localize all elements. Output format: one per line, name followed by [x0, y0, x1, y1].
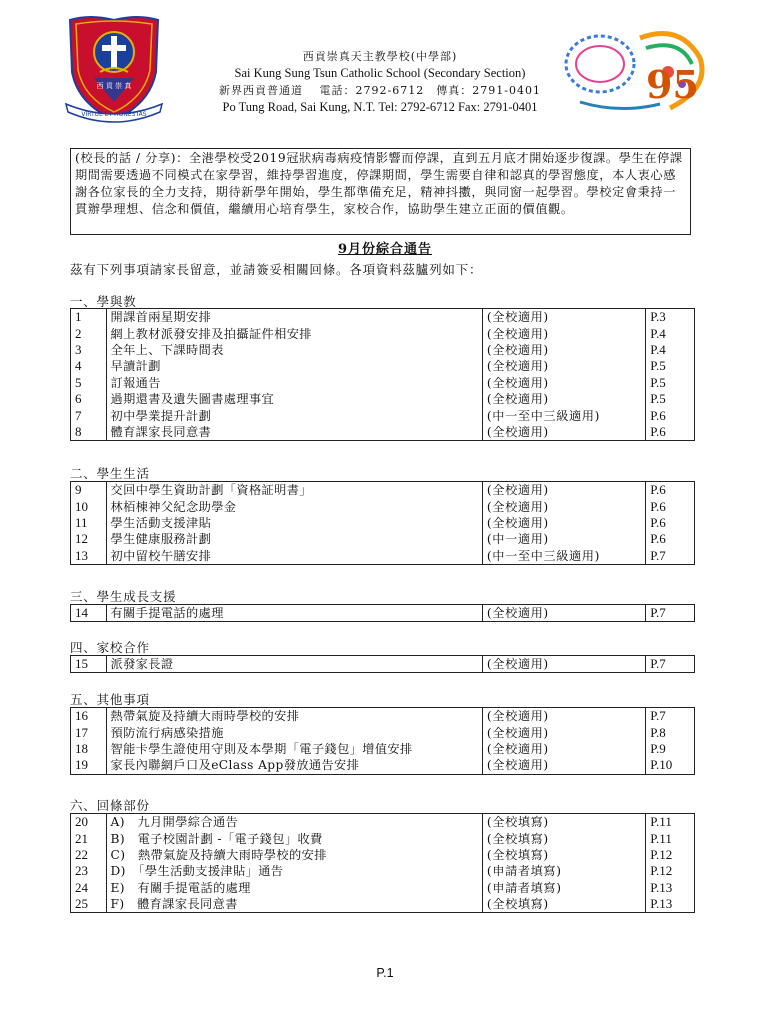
- item-scope: (中一至中三級適用): [482, 548, 645, 565]
- table-row: [71, 741, 695, 757]
- school-info: [180, 48, 580, 116]
- item-page: P.12: [646, 863, 695, 879]
- item-number: 16: [71, 708, 107, 725]
- table-row: [71, 325, 695, 341]
- item-title: 初中留校午膳安排: [106, 548, 482, 565]
- anniversary-logo: [560, 18, 710, 118]
- crest-motto: VIRTUE ET HONESTAS: [81, 111, 147, 118]
- item-page: P.6: [646, 424, 695, 441]
- table-row: [71, 358, 695, 374]
- item-scope: (全校適用): [482, 482, 645, 499]
- item-title: 學生健康服務計劃: [106, 531, 482, 547]
- item-scope: (全校適用): [482, 309, 645, 326]
- item-number: 2: [71, 325, 107, 341]
- table-row: [71, 424, 695, 441]
- item-number: 24: [71, 880, 107, 896]
- table-row: [71, 830, 695, 846]
- item-title: 智能卡學生證使用守則及本學期「電子錢包」增值安排: [106, 741, 482, 757]
- section-table: [70, 604, 695, 622]
- letterhead: [0, 0, 770, 120]
- item-page: P.7: [646, 548, 695, 565]
- table-row: [71, 515, 695, 531]
- item-title: 家長內聯網戶口及eClass App發放通告安排: [106, 757, 482, 774]
- item-page: P.9: [646, 741, 695, 757]
- item-page: P.12: [646, 847, 695, 863]
- item-title: 有關手提電話的處理: [106, 605, 482, 622]
- item-title: 早讀計劃: [106, 358, 482, 374]
- item-title: F) 體育課家長同意書: [106, 896, 482, 913]
- item-number: 23: [71, 863, 107, 879]
- item-page: P.5: [646, 358, 695, 374]
- item-scope: (全校適用): [482, 757, 645, 774]
- item-number: 12: [71, 531, 107, 547]
- item-page: P.4: [646, 342, 695, 358]
- item-page: P.7: [646, 708, 695, 725]
- item-scope: (全校填寫): [482, 830, 645, 846]
- principal-message: (校長的話 / 分享)：全港學校受2019冠狀病毒病疫情影響而停課，直到五月底才開始逐步復課。學生在停課期間需要透過不同模式在家學習，維持學習進度，停課期間，學生需要自律和認真的學習態度，本人衷心感謝各位家長的全力支持，期待新學年開始，學生都準備充足，精神抖擻，與同窗一起學習。學校定會秉持一貫辦學理想、信念和價值，繼續用心培育學生，家校合作，協助學生建立正面的價值觀。: [70, 148, 691, 235]
- item-scope: (全校適用): [482, 358, 645, 374]
- item-title: 學生活動支援津貼: [106, 515, 482, 531]
- item-number: 21: [71, 830, 107, 846]
- item-title: 初中學業提升計劃: [106, 407, 482, 423]
- section-table: [70, 707, 695, 775]
- section-table: [70, 655, 695, 673]
- item-scope: (申請者填寫): [482, 880, 645, 896]
- section-heading: 三、學生成長支援: [70, 589, 177, 604]
- table-row: [71, 847, 695, 863]
- item-title: B) 電子校園計劃 -「電子錢包」收費: [106, 830, 482, 846]
- table-row: [71, 531, 695, 547]
- item-title: 網上教材派發安排及拍攝証件相安排: [106, 325, 482, 341]
- item-number: 17: [71, 724, 107, 740]
- item-scope: (全校適用): [482, 342, 645, 358]
- item-page: P.3: [646, 309, 695, 326]
- item-page: P.11: [646, 814, 695, 831]
- table-row: [71, 482, 695, 499]
- item-scope: (全校適用): [482, 708, 645, 725]
- item-number: 15: [71, 656, 107, 673]
- item-page: P.6: [646, 498, 695, 514]
- item-scope: (中一至中三級適用): [482, 407, 645, 423]
- table-row: [71, 708, 695, 725]
- item-page: P.7: [646, 605, 695, 622]
- item-title: C) 熱帶氣旋及持續大雨時學校的安排: [106, 847, 482, 863]
- item-page: P.4: [646, 325, 695, 341]
- table-row: [71, 880, 695, 896]
- item-page: P.6: [646, 531, 695, 547]
- section-table: [70, 481, 695, 565]
- item-number: 4: [71, 358, 107, 374]
- address-en: Po Tung Road, Sai Kung, N.T. Tel: 2792-6712 Fax: 2791-0401: [222, 100, 538, 114]
- item-page: P.5: [646, 375, 695, 391]
- table-row: [71, 309, 695, 326]
- section-table: [70, 308, 695, 441]
- item-scope: (全校適用): [482, 424, 645, 441]
- item-number: 6: [71, 391, 107, 407]
- school-name-en: Sai Kung Sung Tsun Catholic School (Secondary Section): [234, 66, 526, 80]
- item-page: P.13: [646, 896, 695, 913]
- item-page: P.13: [646, 880, 695, 896]
- section-heading: 四、家校合作: [70, 640, 150, 655]
- table-row: [71, 498, 695, 514]
- item-title: 派發家長證: [106, 656, 482, 673]
- item-title: A) 九月開學綜合通告: [106, 814, 482, 831]
- item-page: P.6: [646, 482, 695, 499]
- table-row: [71, 548, 695, 565]
- item-number: 22: [71, 847, 107, 863]
- table-row: [71, 724, 695, 740]
- school-name-cn: 西貢崇真天主教學校(中學部): [302, 50, 458, 63]
- table-row: [71, 407, 695, 423]
- item-page: P.6: [646, 407, 695, 423]
- item-title: 體育課家長同意書: [106, 424, 482, 441]
- item-page: P.10: [646, 757, 695, 774]
- item-number: 1: [71, 309, 107, 326]
- item-scope: (全校適用): [482, 391, 645, 407]
- item-number: 20: [71, 814, 107, 831]
- item-number: 11: [71, 515, 107, 531]
- section-heading: 二、學生生活: [70, 466, 150, 481]
- address-cn: 新界西貢普通道 電話：2792-6712 傳真：2791-0401: [219, 84, 541, 97]
- item-title: 開課首兩星期安排: [106, 309, 482, 326]
- item-title: 交回中學生資助計劃「資格証明書」: [106, 482, 482, 499]
- item-title: 過期還書及遺失圖書處理事宜: [106, 391, 482, 407]
- section-heading: 五、其他事項: [70, 692, 150, 707]
- section-table: [70, 813, 695, 913]
- item-title: D) 「學生活動支援津貼」通告: [106, 863, 482, 879]
- table-row: [71, 342, 695, 358]
- anniversary-number: 95: [646, 62, 699, 107]
- item-page: P.11: [646, 830, 695, 846]
- table-row: [71, 896, 695, 913]
- item-scope: (全校適用): [482, 741, 645, 757]
- item-number: 9: [71, 482, 107, 499]
- item-scope: (全校適用): [482, 605, 645, 622]
- item-page: P.6: [646, 515, 695, 531]
- item-scope: (中一適用): [482, 531, 645, 547]
- intro-text: 茲有下列事項請家長留意，並請簽妥相關回條。各項資料茲臚列如下：: [70, 262, 483, 277]
- item-number: 13: [71, 548, 107, 565]
- item-number: 5: [71, 375, 107, 391]
- item-scope: (全校適用): [482, 515, 645, 531]
- item-scope: (全校適用): [482, 656, 645, 673]
- section-heading: 一、學與教: [70, 294, 137, 309]
- item-scope: (全校適用): [482, 498, 645, 514]
- item-page: P.8: [646, 724, 695, 740]
- item-title: 訂報通告: [106, 375, 482, 391]
- item-scope: (全校適用): [482, 375, 645, 391]
- table-row: [71, 814, 695, 831]
- item-number: 10: [71, 498, 107, 514]
- item-title: 全年上、下課時間表: [106, 342, 482, 358]
- item-scope: (全校填寫): [482, 896, 645, 913]
- item-title: 熱帶氣旋及持續大雨時學校的安排: [106, 708, 482, 725]
- item-page: P.7: [646, 656, 695, 673]
- table-row: [71, 391, 695, 407]
- table-row: [71, 757, 695, 774]
- item-title: E) 有關手提電話的處理: [106, 880, 482, 896]
- item-number: 3: [71, 342, 107, 358]
- item-number: 25: [71, 896, 107, 913]
- item-page: P.5: [646, 391, 695, 407]
- page-number: P.1: [376, 966, 394, 980]
- item-title: 林栢棟神父紀念助學金: [106, 498, 482, 514]
- section-heading: 六、回條部份: [70, 798, 150, 813]
- item-scope: (全校適用): [482, 325, 645, 341]
- item-scope: (全校填寫): [482, 847, 645, 863]
- page-title: 9月份綜合通告: [337, 242, 433, 257]
- crest-chars: 西 貢 崇 真: [96, 82, 132, 90]
- school-crest-logo: [60, 12, 168, 128]
- item-scope: (全校填寫): [482, 814, 645, 831]
- item-number: 18: [71, 741, 107, 757]
- item-title: 預防流行病感染措施: [106, 724, 482, 740]
- table-row: [71, 863, 695, 879]
- item-number: 8: [71, 424, 107, 441]
- table-row: [71, 375, 695, 391]
- item-scope: (申請者填寫): [482, 863, 645, 879]
- item-number: 19: [71, 757, 107, 774]
- item-scope: (全校適用): [482, 724, 645, 740]
- item-number: 14: [71, 605, 107, 622]
- table-row: [71, 656, 695, 673]
- table-row: [71, 605, 695, 622]
- item-number: 7: [71, 407, 107, 423]
